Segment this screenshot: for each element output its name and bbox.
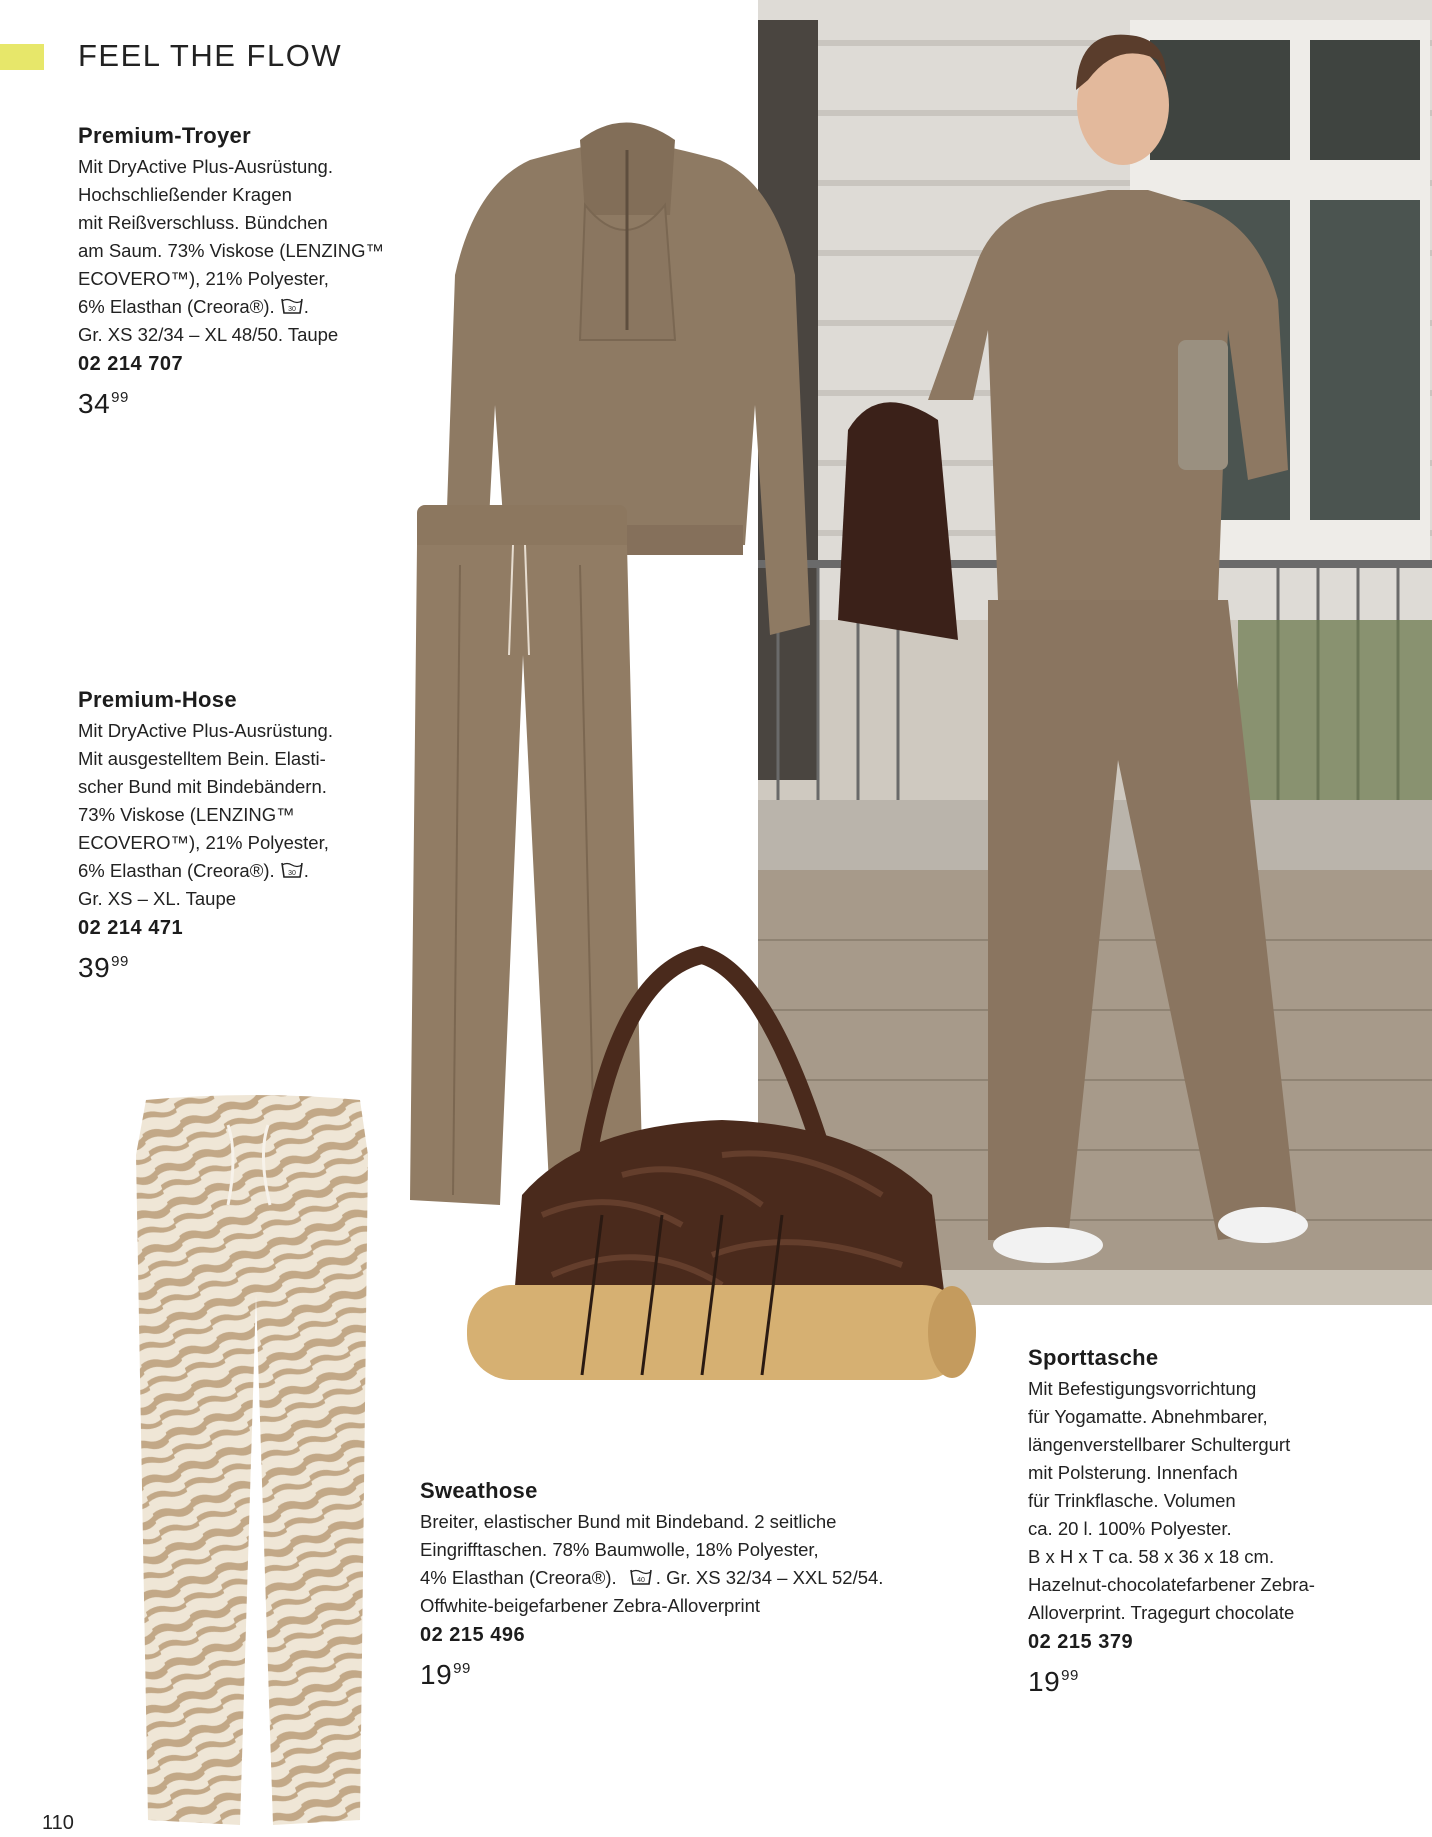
price [1028, 1666, 1428, 1698]
product-sweathose [420, 1478, 940, 1691]
article-number: 02 214 471 [78, 917, 184, 939]
price-euros: 34 [78, 388, 111, 419]
price-cents: 99 [111, 953, 129, 970]
price [78, 388, 438, 420]
wash-30-icon [281, 859, 303, 877]
desc-line-suffix: Gr. XS 32/34 – XXL 52/54. [666, 1567, 884, 1588]
desc-line: ca. 20 l. 100% Polyester. [1028, 1518, 1232, 1539]
product-premium-hose [78, 687, 438, 984]
desc-line: Offwhite-beigefarbener Zebra-Alloverprint [420, 1595, 761, 1616]
desc-line: längenverstellbarer Schultergurt [1028, 1434, 1291, 1455]
article-number: 02 214 707 [78, 353, 184, 375]
page-headline: FEEL THE FLOW [78, 38, 343, 73]
desc-line: Breiter, elastischer Bund mit Bindeband. 2 seitliche [420, 1511, 837, 1532]
desc-line: Mit ausgestelltem Bein. Elasti- [78, 748, 326, 769]
product-name: Premium-Troyer [78, 123, 251, 148]
desc-line: mit Reißverschluss. Bündchen [78, 212, 328, 233]
sporttasche-image [462, 935, 992, 1440]
page-number: 110 [42, 1812, 74, 1834]
desc-line: Mit DryActive Plus-Ausrüstung. [78, 156, 333, 177]
article-number: 02 215 379 [1028, 1631, 1134, 1653]
product-description: Mit DryActive Plus-Ausrüstung. Mit ausgestelltem Bein. Elasti- scher Bund mit Bindebändern. 73% Viskose (LENZING™ ECOVERO™), 21% Polyester, 6% Elasthan (Creora®). 30 . Gr. XS – XL. Taupe [78, 720, 333, 909]
desc-line: am Saum. 73% Viskose (LENZING™ [78, 240, 385, 261]
wash-40-icon [630, 1566, 652, 1584]
desc-line: 73% Viskose (LENZING™ [78, 804, 295, 825]
price-cents: 99 [453, 1660, 471, 1677]
accent-bar [0, 44, 44, 70]
desc-line: Alloverprint. Tragegurt chocolate [1028, 1602, 1295, 1623]
wash-temp: 40 [636, 1577, 645, 1584]
desc-line: Gr. XS – XL. Taupe [78, 888, 237, 909]
product-name: Sporttasche [1028, 1345, 1159, 1370]
desc-line: 6% Elasthan (Creora®). [78, 860, 275, 881]
desc-line: 6% Elasthan (Creora®). [78, 296, 275, 317]
wash-temp: 30 [287, 306, 296, 313]
desc-line: Mit DryActive Plus-Ausrüstung. [78, 720, 333, 741]
desc-line: für Yogamatte. Abnehmbarer, [1028, 1406, 1268, 1427]
product-sporttasche [1028, 1345, 1428, 1698]
product-description: Breiter, elastischer Bund mit Bindeband. 2 seitliche Eingrifftaschen. 78% Baumwolle, 18% Polyester, 4% Elasthan (Creora®). 40 . Gr. XS 32/34 – XXL 52/54. Offwhite-beigefarbener Zebra-Alloverprint [420, 1511, 884, 1616]
wash-30-icon [281, 295, 303, 313]
wash-temp: 30 [287, 870, 296, 877]
product-premium-troyer [78, 123, 438, 420]
product-description [1028, 1375, 1428, 1627]
desc-line: ECOVERO™), 21% Polyester, [78, 268, 329, 289]
desc-line: ECOVERO™), 21% Polyester, [78, 832, 329, 853]
product-name: Sweathose [420, 1478, 538, 1503]
price-euros: 19 [1028, 1666, 1061, 1697]
desc-line: 4% Elasthan (Creora®). [420, 1567, 617, 1588]
desc-line: Hochschließender Kragen [78, 184, 292, 205]
desc-line: Eingrifftaschen. 78% Baumwolle, 18% Polyester, [420, 1539, 819, 1560]
article-number: 02 215 496 [420, 1624, 526, 1646]
desc-line: scher Bund mit Bindebändern. [78, 776, 327, 797]
desc-line: Gr. XS 32/34 – XL 48/50. Taupe [78, 324, 339, 345]
desc-line: mit Polsterung. Innenfach [1028, 1462, 1238, 1483]
price-cents: 99 [111, 389, 129, 406]
desc-line: Mit Befestigungsvorrichtung [1028, 1378, 1257, 1399]
price [420, 1659, 940, 1691]
desc-line: Hazelnut-chocolatefarbener Zebra- [1028, 1574, 1315, 1595]
sweathose-image [128, 1095, 378, 1835]
desc-line: B x H x T ca. 58 x 36 x 18 cm. [1028, 1546, 1275, 1567]
product-description: Mit DryActive Plus-Ausrüstung. Hochschließender Kragen mit Reißverschluss. Bündchen am Saum. 73% Viskose (LENZING™ ECOVERO™), 21% Polyester, 6% Elasthan (Creora®). 30 . Gr. XS 32/34 – XL 48/50. Taupe [78, 156, 385, 345]
price [78, 952, 438, 984]
product-name: Premium-Hose [78, 687, 237, 712]
price-cents: 99 [1061, 1667, 1079, 1684]
price-euros: 19 [420, 1659, 453, 1690]
desc-line: für Trinkflasche. Volumen [1028, 1490, 1236, 1511]
price-euros: 39 [78, 952, 111, 983]
